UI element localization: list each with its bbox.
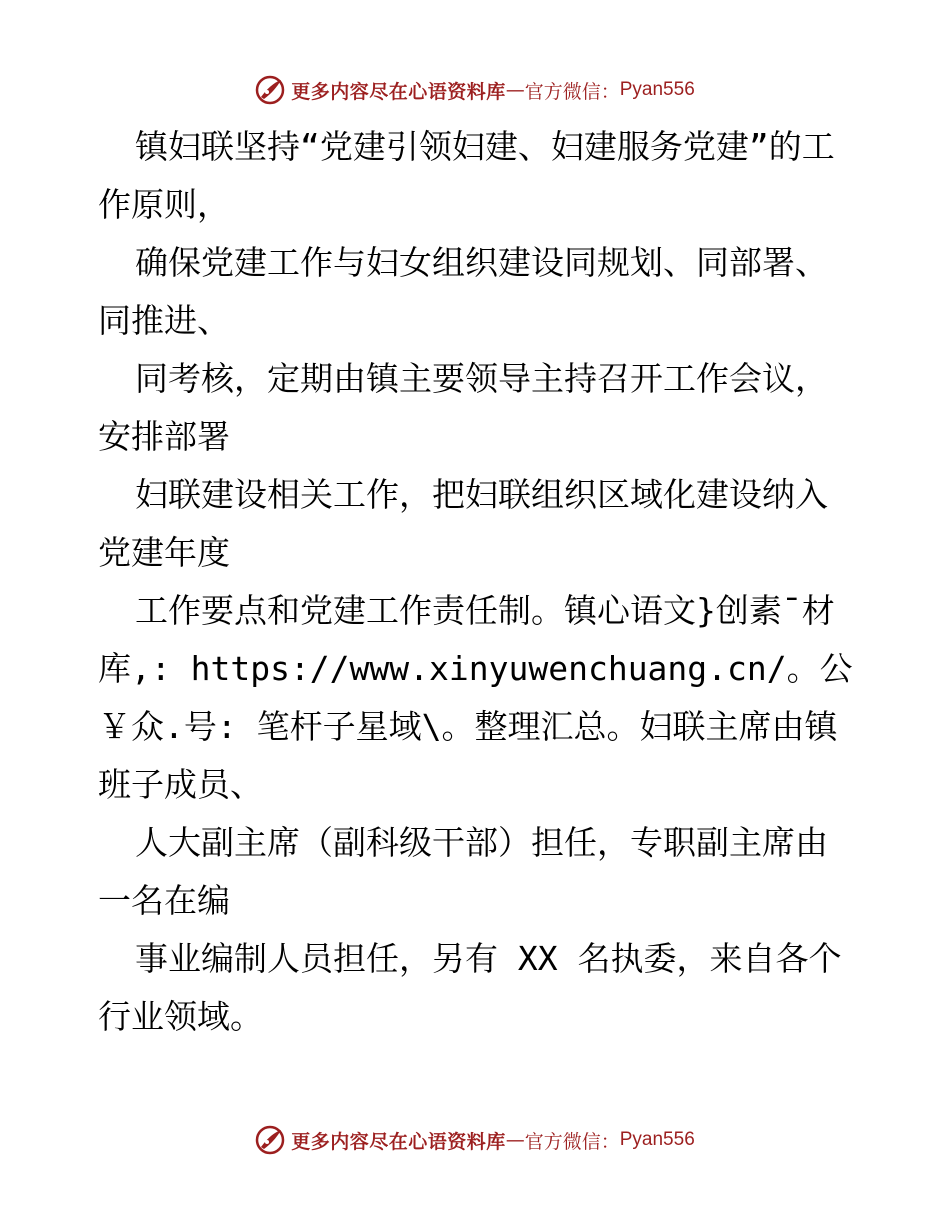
footer-wechat-id: Pyan556 xyxy=(619,1129,695,1150)
feather-logo-icon xyxy=(255,1125,285,1155)
body-paragraph: 妇联建设相关工作，把妇联组织区域化建设纳入党建年度 xyxy=(98,475,828,572)
body-paragraph: 人大副主席（副科级干部）担任，专职副主席由一名在编 xyxy=(98,823,828,920)
footer-dash: — xyxy=(505,1129,525,1151)
header-wechat-id: Pyan556 xyxy=(619,79,695,100)
header-dash: — xyxy=(505,79,525,101)
footer-watermark-banner xyxy=(0,1120,950,1160)
body-paragraph: 同考核，定期由镇主要领导主持召开工作会议，安排部署 xyxy=(98,359,828,456)
body-paragraph: 工作要点和党建工作责任制。镇心语文}创素¯材库,: https://www.xinyuwenchuang.cn/。公￥众.号: 笔杆子星域\。整理汇总。妇联主席由镇班子成员、 xyxy=(98,591,853,804)
body-paragraph: 镇妇联坚持“党建引领妇建、妇建服务党建”的工作原则， xyxy=(98,127,835,224)
footer-brand-text: 更多内容尽在心语资料库 xyxy=(291,1130,506,1153)
header-watermark-banner xyxy=(0,70,950,110)
document-body xyxy=(98,118,858,1046)
feather-logo-icon xyxy=(255,75,285,105)
body-paragraph: 确保党建工作与妇女组织建设同规划、同部署、同推进、 xyxy=(98,243,828,340)
header-brand-text: 更多内容尽在心语资料库 xyxy=(291,80,506,103)
header-wechat-label: 官方微信： xyxy=(524,80,620,103)
body-paragraph: 事业编制人员担任，另有 XX 名执委，来自各个行业领域。 xyxy=(98,939,842,1036)
footer-wechat-label: 官方微信： xyxy=(524,1130,620,1153)
